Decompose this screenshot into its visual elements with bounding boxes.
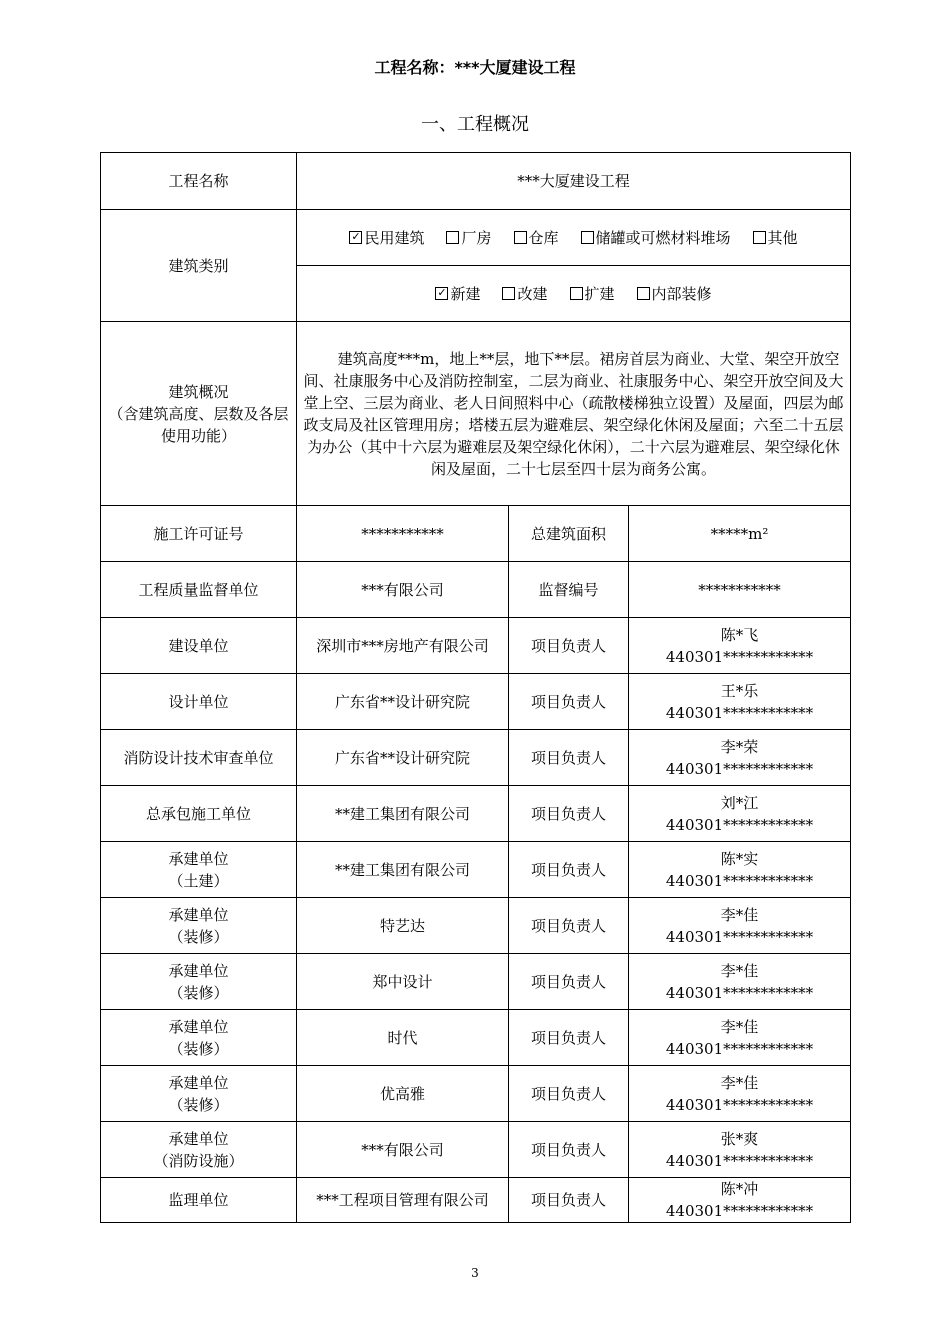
supervision-code-value: *********** [629,562,851,618]
unit-company: 广东省**设计研究院 [297,674,509,730]
leader-id: 440301************ [665,759,814,778]
section-title: 一、工程概况 [421,114,529,135]
unit-label-main: 承建单位 [168,1017,229,1036]
unchecked-box-icon [581,231,594,244]
unit-row [101,842,851,898]
leader-id: 440301************ [665,703,814,722]
leader-name: 陈*飞 [720,625,759,644]
unit-row [101,898,851,954]
unit-role: 项目负责人 [509,1122,629,1178]
leader-id: 440301************ [665,927,814,946]
overview-row [101,322,851,506]
unit-leader [629,898,851,954]
unit-label-sub: （装修） [168,983,229,1002]
overview-label [101,322,297,506]
leader-name: 张*爽 [720,1129,759,1148]
unit-role: 项目负责人 [509,618,629,674]
building-type-option-label: 其他 [767,228,798,247]
category-label: 建筑类别 [101,210,297,322]
project-name-label: 工程名称 [101,153,297,210]
building-type-cell [297,210,851,266]
unit-leader [629,618,851,674]
unit-label-main: 承建单位 [168,849,229,868]
unit-company: 广东省**设计研究院 [297,730,509,786]
unit-leader [629,1122,851,1178]
leader-name: 陈*冲 [720,1180,759,1198]
building-type-option [514,227,559,249]
unit-label-main: 承建单位 [168,905,229,924]
permit-value: *********** [297,506,509,562]
unit-company: 优高雅 [297,1066,509,1122]
unit-company: **建工集团有限公司 [297,842,509,898]
unit-role: 项目负责人 [509,1066,629,1122]
leader-id: 440301************ [665,871,814,890]
unit-label-sub: （消防设施） [153,1151,244,1170]
work-type-option [502,283,547,305]
unit-company: ***有限公司 [297,1122,509,1178]
unit-company: 郑中设计 [297,954,509,1010]
building-type-option [349,227,424,249]
leader-id: 440301************ [665,647,814,666]
project-overview-table [100,152,851,1223]
unchecked-box-icon [502,287,515,300]
unit-label [101,1010,297,1066]
unit-role: 项目负责人 [509,1178,629,1223]
building-type-option [581,227,731,249]
unchecked-box-icon [570,287,583,300]
leader-name: 王*乐 [720,681,759,700]
unit-label [101,1178,297,1223]
checked-box-icon: ✓ [351,230,361,243]
unit-company: 深圳市***房地产有限公司 [297,618,509,674]
unit-label [101,842,297,898]
unit-row [101,1010,851,1066]
unit-leader [629,1010,851,1066]
building-type-option-label: 厂房 [461,228,492,247]
unit-role: 项目负责人 [509,1010,629,1066]
unit-label-sub: （装修） [168,1039,229,1058]
unit-company: ***工程项目管理有限公司 [297,1178,509,1223]
unit-label-main: 建设单位 [168,636,229,655]
supervision-row [101,562,851,618]
unit-label [101,674,297,730]
unit-row [101,1066,851,1122]
leader-name: 李*荣 [720,737,759,756]
unit-label-sub: （装修） [168,1095,229,1114]
leader-id: 440301************ [665,1095,814,1114]
category-row [101,210,851,266]
unit-label-main: 承建单位 [168,1073,229,1092]
leader-name: 李*佳 [720,1073,759,1092]
permit-row [101,506,851,562]
unit-role: 项目负责人 [509,786,629,842]
unit-label [101,786,297,842]
unit-label [101,1066,297,1122]
checked-box-icon: ✓ [437,286,447,299]
unit-label-main: 承建单位 [168,1129,229,1148]
unit-label-main: 监理单位 [168,1191,229,1209]
overview-label-main: 建筑概况 [168,382,229,401]
leader-id: 440301************ [665,983,814,1002]
unit-row [101,954,851,1010]
unit-label [101,1122,297,1178]
unit-row [101,674,851,730]
work-type-option-label: 改建 [517,284,548,303]
unit-company: 时代 [297,1010,509,1066]
work-type-option-label: 扩建 [584,284,615,303]
unit-row [101,1122,851,1178]
leader-id: 440301************ [665,815,814,834]
leader-id: 440301************ [665,1202,814,1220]
unit-label [101,954,297,1010]
unit-role: 项目负责人 [509,842,629,898]
unit-row [101,1178,851,1223]
unit-company: **建工集团有限公司 [297,786,509,842]
unit-label-main: 总承包施工单位 [145,804,251,823]
unchecked-box-icon [514,231,527,244]
unchecked-box-icon [637,287,650,300]
unit-label-main: 消防设计技术审查单位 [123,748,274,767]
page-number: 3 [471,1266,479,1280]
leader-id: 440301************ [665,1151,814,1170]
building-type-option [753,227,798,249]
unit-company: 特艺达 [297,898,509,954]
work-type-option-label: 内部装修 [651,284,712,303]
leader-name: 李*佳 [720,1017,759,1036]
supervision-label: 工程质量监督单位 [101,562,297,618]
leader-name: 陈*实 [720,849,759,868]
work-type-option [637,283,712,305]
unit-label-main: 承建单位 [168,961,229,980]
overview-text: 建筑高度***m，地上**层，地下**层。裙房首层为商业、大堂、架空开放空间、社康服务中心及消防控制室，二层为商业、社康服务中心、架空开放空间及大堂上空、三层为商业、老人日间照料中心（疏散楼梯独立设置）及屋面，四层为邮政支局及社区管理用房；塔楼五层为避难层、架空绿化休闲及屋面；六至二十五层为办公（其中十六层为避难层及架空绿化休闲），二十六层为避难层、架空绿化休闲及屋面，二十七层至四十层为商务公寓。 [297,322,851,506]
unit-leader [629,1066,851,1122]
work-type-options [301,283,846,305]
permit-label: 施工许可证号 [101,506,297,562]
building-type-options [301,227,846,249]
unit-leader [629,842,851,898]
area-label: 总建筑面积 [509,506,629,562]
building-type-option [446,227,491,249]
unit-label [101,898,297,954]
unit-role: 项目负责人 [509,674,629,730]
unchecked-box-icon [753,231,766,244]
overview-label-sub: （含建筑高度、层数及各层使用功能） [108,404,289,445]
work-type-cell [297,266,851,322]
work-type-option [435,283,480,305]
unit-leader [629,674,851,730]
leader-name: 刘*江 [720,793,759,812]
project-name-value: ***大厦建设工程 [297,153,851,210]
leader-name: 李*佳 [720,905,759,924]
supervision-value: ***有限公司 [297,562,509,618]
unit-label-main: 设计单位 [168,692,229,711]
unit-leader [629,730,851,786]
unit-label [101,618,297,674]
document-title: 工程名称：***大厦建设工程 [374,58,576,77]
unit-row [101,618,851,674]
building-type-option-label: 民用建筑 [364,228,425,247]
unit-role: 项目负责人 [509,730,629,786]
supervision-code-label: 监督编号 [509,562,629,618]
work-type-option [570,283,615,305]
unit-leader [629,786,851,842]
building-type-option-label: 仓库 [528,228,559,247]
unit-leader [629,1178,851,1223]
unit-row [101,730,851,786]
unit-label [101,730,297,786]
leader-id: 440301************ [665,1039,814,1058]
unit-row [101,786,851,842]
unit-role: 项目负责人 [509,898,629,954]
leader-name: 李*佳 [720,961,759,980]
unit-leader [629,954,851,1010]
project-name-row [101,153,851,210]
unit-role: 项目负责人 [509,954,629,1010]
unchecked-box-icon [446,231,459,244]
work-type-option-label: 新建 [450,284,481,303]
unit-label-sub: （土建） [168,871,229,890]
unit-label-sub: （装修） [168,927,229,946]
building-type-option-label: 储罐或可燃材料堆场 [595,228,731,247]
area-value: *****m² [629,506,851,562]
